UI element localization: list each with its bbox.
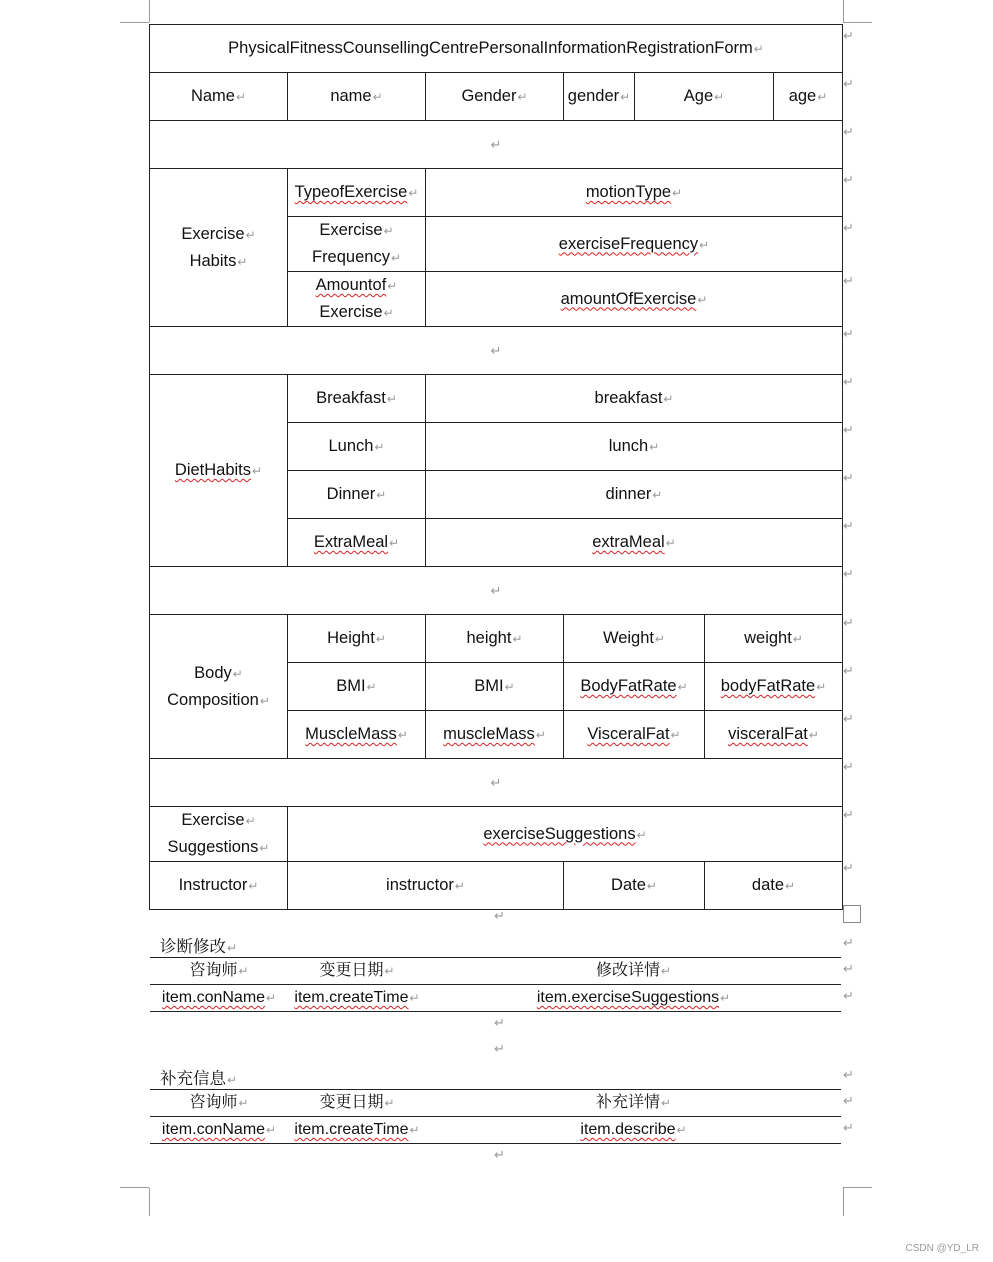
- extra-meal-value-cell[interactable]: [426, 519, 843, 567]
- paragraph-mark: ↵: [494, 1015, 505, 1030]
- paragraph-mark: ↵: [375, 632, 386, 646]
- header-text: 补充详情: [595, 1094, 660, 1111]
- paragraph-mark: ↵: [376, 488, 387, 502]
- header-text: 变更日期: [319, 962, 384, 979]
- spacer-row: [150, 121, 843, 169]
- date-label: Date: [611, 876, 646, 894]
- supplement-title: 补充信息: [160, 1070, 226, 1088]
- gender-value-cell[interactable]: [564, 73, 635, 121]
- lunch-value: lunch: [608, 437, 649, 455]
- paragraph-mark: ↵: [384, 964, 395, 978]
- paragraph-mark: ↵: [266, 1123, 277, 1137]
- extra-meal-value: extraMeal: [592, 533, 665, 551]
- muscle-mass-value-cell[interactable]: [426, 711, 564, 759]
- body-fat-value: bodyFatRate: [720, 677, 816, 695]
- supplement-table: [150, 1089, 841, 1144]
- paragraph-mark: ↵: [817, 90, 828, 104]
- amount-of-exercise-label-cell: [288, 272, 426, 327]
- supplement-col-change-date: [288, 1090, 426, 1117]
- paragraph-mark: ↵: [397, 728, 408, 742]
- paragraph-mark: ↵: [512, 632, 523, 646]
- paragraph-mark: ↵: [535, 728, 546, 742]
- dinner-label-cell: [288, 471, 426, 519]
- extra-meal-label-cell: [288, 519, 426, 567]
- name-value: name: [330, 87, 372, 105]
- body-composition-label-line2: Composition: [167, 690, 259, 709]
- paragraph-mark: ↵: [517, 90, 528, 104]
- suggestions-label-line1: Exercise: [181, 811, 245, 829]
- row-end-mark: ↵: [843, 422, 854, 437]
- suggestions-label-cell: [150, 807, 288, 862]
- date-label-cell: [564, 862, 705, 910]
- paragraph-mark: ↵: [248, 879, 259, 893]
- body-composition-label-line1: Body: [194, 663, 232, 682]
- row-end-mark: ↵: [843, 615, 854, 630]
- paragraph-mark: ↵: [490, 343, 502, 358]
- row-end-mark: ↵: [843, 663, 854, 678]
- instructor-value: instructor: [386, 876, 454, 894]
- paragraph-mark: ↵: [390, 251, 402, 265]
- form-title: PhysicalFitnessCounsellingCentrePersonalInformationRegistrationForm: [228, 39, 753, 57]
- exercise-frequency-label-line2: Frequency: [311, 248, 390, 266]
- breakfast-value: breakfast: [594, 389, 663, 407]
- diagnosis-row-change-date[interactable]: [288, 985, 426, 1012]
- body-composition-label-cell: [150, 615, 288, 759]
- lunch-value-cell[interactable]: [426, 423, 843, 471]
- bmi-label: BMI: [336, 677, 366, 695]
- paragraph-mark: ↵: [660, 964, 672, 978]
- type-of-exercise-value: motionType: [585, 183, 672, 201]
- exercise-frequency-value: exerciseFrequency: [558, 234, 699, 253]
- muscle-mass-label-cell: [288, 711, 426, 759]
- paragraph-mark: ↵: [372, 90, 383, 104]
- date-value-cell[interactable]: [705, 862, 843, 910]
- table-end-checkbox[interactable]: [843, 905, 861, 923]
- diagnosis-table: [150, 957, 841, 1012]
- supplement-row-details[interactable]: [426, 1117, 841, 1144]
- instructor-label-cell: [150, 862, 288, 910]
- age-value-cell[interactable]: [774, 73, 843, 121]
- header-text: 修改详情: [595, 962, 660, 979]
- paragraph-mark: ↵: [753, 42, 764, 56]
- bmi-value-cell[interactable]: [426, 663, 564, 711]
- diet-habits-label-cell: [150, 375, 288, 567]
- paragraph-mark: ↵: [494, 1041, 505, 1056]
- diet-habits-label: DietHabits: [174, 461, 252, 479]
- cell-text: item.createTime: [294, 1121, 409, 1138]
- amount-of-exercise-value: amountOfExercise: [560, 289, 697, 308]
- type-of-exercise-label: TypeofExercise: [294, 183, 408, 201]
- row-end-mark: ↵: [843, 711, 854, 726]
- paragraph-mark: ↵: [670, 728, 681, 742]
- crop-mark-top-left-v: [149, 0, 150, 22]
- paragraph-mark: ↵: [490, 775, 502, 790]
- muscle-mass-label: MuscleMass: [305, 725, 397, 743]
- paragraph-mark: ↵: [672, 186, 683, 200]
- paragraph-mark: ↵: [490, 137, 502, 152]
- paragraph-mark: ↵: [646, 879, 657, 893]
- spacer-row: [150, 327, 843, 375]
- type-of-exercise-label-cell: [288, 169, 426, 217]
- row-end-mark: ↵: [843, 807, 854, 822]
- breakfast-label: Breakfast: [316, 389, 386, 407]
- breakfast-label-cell: [288, 375, 426, 423]
- paragraph-mark: ↵: [259, 693, 270, 708]
- diagnosis-title: 诊断修改: [160, 938, 226, 956]
- weight-label: Weight: [602, 629, 654, 647]
- row-end-mark: ↵: [843, 124, 854, 139]
- paragraph-mark: ↵: [714, 90, 725, 104]
- paragraph-mark: ↵: [259, 841, 270, 855]
- amount-of-exercise-value-cell[interactable]: [426, 272, 843, 327]
- paragraph-mark: ↵: [494, 908, 505, 923]
- paragraph-mark: ↵: [454, 879, 465, 893]
- visceral-fat-label: VisceralFat: [587, 725, 670, 743]
- height-label: Height: [327, 629, 375, 647]
- paragraph-mark: ↵: [245, 814, 256, 828]
- cell-text: item.exerciseSuggestions: [536, 989, 720, 1006]
- paragraph-mark: ↵: [620, 90, 631, 104]
- row-end-mark: ↵: [843, 374, 854, 389]
- suggestions-value: exerciseSuggestions: [483, 824, 636, 843]
- supplement-col-details: [426, 1090, 841, 1117]
- diagnosis-header-row: [150, 958, 841, 985]
- age-label-cell: [635, 73, 774, 121]
- paragraph-mark: ↵: [266, 991, 277, 1005]
- height-value-cell[interactable]: [426, 615, 564, 663]
- supplement-col-counselor: [150, 1090, 288, 1117]
- paragraph-mark: ↵: [792, 632, 803, 646]
- body-fat-label: BodyFatRate: [580, 677, 677, 695]
- paragraph-mark: ↵: [785, 879, 796, 893]
- paragraph-mark: ↵: [237, 254, 248, 269]
- age-label: Age: [683, 87, 714, 105]
- paragraph-mark: ↵: [652, 488, 663, 502]
- paragraph-mark: ↵: [655, 632, 666, 646]
- cell-text: item.conName: [161, 1121, 266, 1138]
- paragraph-mark: ↵: [227, 1073, 238, 1087]
- crop-mark-top-right-v: [843, 0, 844, 22]
- paragraph-mark: ↵: [490, 583, 502, 598]
- exercise-habits-label-line2: Habits: [189, 251, 237, 270]
- exercise-habits-label-cell: [150, 169, 288, 327]
- paragraph-mark: ↵: [366, 680, 377, 694]
- paragraph-mark: ↵: [676, 1123, 687, 1137]
- bmi-label-cell: [288, 663, 426, 711]
- muscle-mass-value: muscleMass: [443, 725, 535, 743]
- paragraph-mark: ↵: [383, 306, 394, 320]
- diagnosis-col-details: [426, 958, 841, 985]
- dinner-value: dinner: [605, 485, 652, 503]
- dinner-label: Dinner: [326, 485, 376, 503]
- crop-mark-bottom-left-v: [149, 1188, 150, 1216]
- paragraph-mark: ↵: [245, 227, 256, 242]
- age-value: age: [788, 87, 817, 105]
- paragraph-mark: ↵: [636, 827, 647, 842]
- registration-form-table: [149, 24, 843, 910]
- body-fat-value-cell[interactable]: [705, 663, 843, 711]
- form-title-cell: [150, 25, 843, 73]
- diagnosis-row-counselor[interactable]: [150, 985, 288, 1012]
- instructor-value-cell[interactable]: [288, 862, 564, 910]
- weight-label-cell: [564, 615, 705, 663]
- dinner-value-cell[interactable]: [426, 471, 843, 519]
- paragraph-mark: ↵: [387, 279, 398, 293]
- name-label: Name: [190, 87, 235, 105]
- body-fat-label-cell: [564, 663, 705, 711]
- paragraph-mark: ↵: [409, 1123, 420, 1137]
- paragraph-mark: ↵: [665, 536, 676, 550]
- amount-of-exercise-label-line1: Amountof: [315, 276, 387, 294]
- extra-meal-label: ExtraMeal: [313, 533, 389, 551]
- spacer-row: [150, 567, 843, 615]
- supplement-row-counselor[interactable]: [150, 1117, 288, 1144]
- lunch-label: Lunch: [328, 437, 374, 455]
- bmi-value: BMI: [474, 677, 504, 695]
- header-text: 咨询师: [189, 962, 238, 979]
- visceral-fat-value-cell[interactable]: [705, 711, 843, 759]
- paragraph-mark: ↵: [232, 666, 243, 681]
- cell-text: item.conName: [161, 989, 266, 1006]
- row-end-mark: ↵: [843, 470, 854, 485]
- amount-of-exercise-label-line2: Exercise: [319, 303, 383, 321]
- paragraph-mark: ↵: [227, 941, 238, 955]
- name-value-cell[interactable]: [288, 73, 426, 121]
- crop-mark-bottom-left: [120, 1187, 149, 1188]
- crop-mark-bottom-right-v: [843, 1188, 844, 1216]
- exercise-frequency-label-line1: Exercise: [319, 221, 383, 239]
- crop-mark-top-left: [120, 22, 149, 23]
- row-end-mark: ↵: [843, 172, 854, 187]
- crop-mark-bottom-right: [843, 1187, 872, 1188]
- paragraph-mark: ↵: [504, 680, 515, 694]
- paragraph-mark: ↵: [374, 440, 385, 454]
- gender-value: gender: [567, 87, 620, 105]
- paragraph-mark: ↵: [389, 536, 400, 550]
- row-end-mark: ↵: [843, 1120, 854, 1135]
- visceral-fat-value: visceralFat: [728, 725, 808, 743]
- header-text: 咨询师: [189, 1094, 238, 1111]
- paragraph-mark: ↵: [386, 392, 397, 406]
- weight-value-cell[interactable]: [705, 615, 843, 663]
- gender-label-cell: [426, 73, 564, 121]
- paragraph-mark: ↵: [383, 224, 394, 238]
- exercise-habits-label-line1: Exercise: [181, 224, 245, 243]
- gender-label: Gender: [461, 87, 517, 105]
- row-end-mark: ↵: [843, 1093, 854, 1108]
- row-end-mark: ↵: [843, 220, 854, 235]
- name-label-cell: [150, 73, 288, 121]
- crop-mark-top-right: [843, 22, 872, 23]
- diagnosis-col-change-date: [288, 958, 426, 985]
- paragraph-mark: ↵: [384, 1096, 395, 1110]
- row-end-mark: ↵: [843, 935, 854, 950]
- exercise-frequency-value-cell[interactable]: [426, 217, 843, 272]
- exercise-frequency-label-cell: [288, 217, 426, 272]
- row-end-mark: ↵: [843, 273, 854, 288]
- suggestions-label-line2: Suggestions: [167, 838, 259, 856]
- paragraph-mark: ↵: [663, 392, 674, 406]
- spacer-row: [150, 759, 843, 807]
- row-end-mark: ↵: [843, 28, 854, 43]
- table-row: [150, 985, 841, 1012]
- instructor-label: Instructor: [178, 876, 248, 894]
- paragraph-mark: ↵: [677, 680, 688, 694]
- row-end-mark: ↵: [843, 326, 854, 341]
- row-end-mark: ↵: [843, 518, 854, 533]
- row-end-mark: ↵: [843, 988, 854, 1003]
- row-end-mark: ↵: [843, 759, 854, 774]
- lunch-label-cell: [288, 423, 426, 471]
- row-end-mark: ↵: [843, 566, 854, 581]
- table-row: [150, 1117, 841, 1144]
- paragraph-mark: ↵: [808, 728, 819, 742]
- breakfast-value-cell[interactable]: [426, 375, 843, 423]
- paragraph-mark: ↵: [238, 964, 249, 978]
- paragraph-mark: ↵: [649, 440, 660, 454]
- csdn-watermark: CSDN @YD_LR: [905, 1243, 979, 1254]
- paragraph-mark: ↵: [408, 186, 419, 200]
- weight-value: weight: [744, 629, 792, 647]
- paragraph-mark: ↵: [699, 237, 710, 252]
- paragraph-mark: ↵: [494, 1147, 505, 1162]
- paragraph-mark: ↵: [697, 292, 708, 307]
- paragraph-mark: ↵: [660, 1096, 672, 1110]
- row-end-mark: ↵: [843, 76, 854, 91]
- diagnosis-col-counselor: [150, 958, 288, 985]
- row-end-mark: ↵: [843, 1067, 854, 1082]
- paragraph-mark: ↵: [235, 90, 247, 104]
- supplement-row-change-date[interactable]: [288, 1117, 426, 1144]
- supplement-header-row: [150, 1090, 841, 1117]
- paragraph-mark: ↵: [409, 991, 420, 1005]
- cell-text: item.createTime: [294, 989, 409, 1006]
- height-value: height: [466, 629, 512, 647]
- paragraph-mark: ↵: [252, 464, 263, 478]
- row-end-mark: ↵: [843, 860, 854, 875]
- paragraph-mark: ↵: [238, 1096, 249, 1110]
- diagnosis-row-details[interactable]: [426, 985, 841, 1012]
- supplement-section-title: [160, 1065, 237, 1089]
- date-value: date: [751, 876, 785, 894]
- header-text: 变更日期: [319, 1094, 384, 1111]
- suggestions-value-cell[interactable]: [288, 807, 843, 862]
- height-label-cell: [288, 615, 426, 663]
- type-of-exercise-value-cell[interactable]: [426, 169, 843, 217]
- visceral-fat-label-cell: [564, 711, 705, 759]
- diagnosis-section-title: [160, 933, 237, 957]
- paragraph-mark: ↵: [720, 991, 731, 1005]
- cell-text: item.describe: [580, 1121, 676, 1138]
- paragraph-mark: ↵: [816, 680, 827, 694]
- row-end-mark: ↵: [843, 961, 854, 976]
